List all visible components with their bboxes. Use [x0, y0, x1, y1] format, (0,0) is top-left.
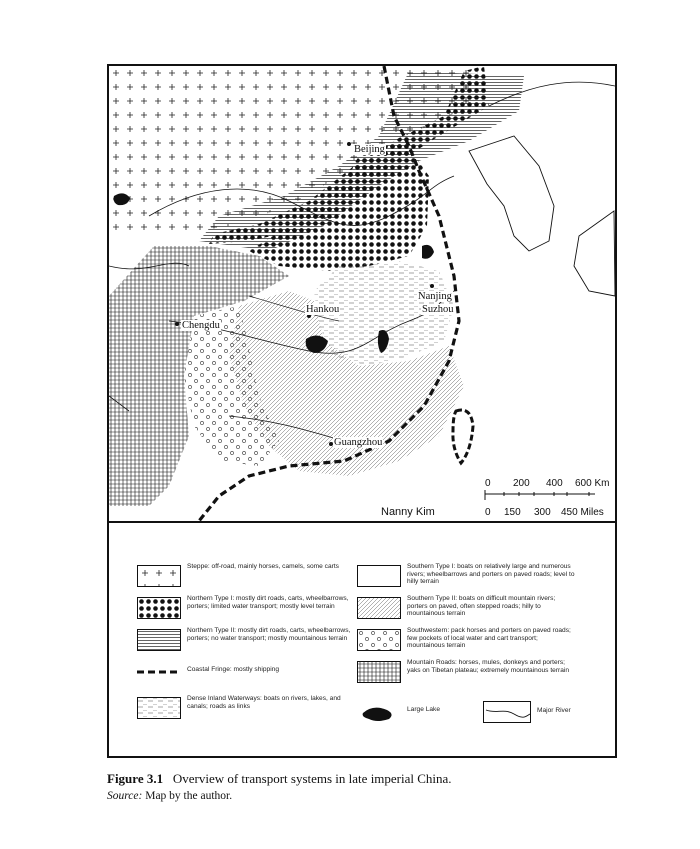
- legend-item-mountain: [357, 659, 587, 693]
- scale-mi-300: 300: [534, 507, 551, 518]
- scale-mi-0: 0: [485, 507, 491, 518]
- source-text: Map by the author.: [145, 790, 233, 802]
- legend-item-northern2: [137, 627, 367, 661]
- legend-text-northern1: Northern Type I: mostly dirt roads, carts, wheelbarrows, porters; limited water transport; mostly level terrain: [187, 595, 349, 610]
- map: [109, 66, 615, 521]
- scale-km-0: 0: [485, 478, 491, 489]
- city-label-chengdu: Chengdu: [182, 320, 220, 331]
- legend-text-mountain: Mountain Roads: horses, mules, donkeys and porters; yaks on Tibetan plateau; extremely mountainous terrain: [407, 659, 570, 674]
- northern2-swatch: [137, 629, 181, 651]
- figure-caption: [107, 771, 452, 787]
- japan-outline: [574, 211, 615, 296]
- figure-source: [107, 790, 232, 802]
- legend-text-southwestern: Southwestern: pack horses and porters on paved roads; few pockets of local water and cart transport; mountainous terrain: [407, 627, 571, 650]
- figure-frame: [107, 64, 617, 758]
- legend: [109, 523, 615, 756]
- legend-item-coastal: [137, 659, 367, 693]
- korea-outline: [469, 136, 554, 251]
- scale-km-200: 200: [513, 478, 530, 489]
- northern1-swatch: [137, 597, 181, 619]
- city-label-beijing: Beijing: [354, 144, 385, 155]
- figure-label: Figure 3.1: [107, 771, 164, 786]
- legend-item-lake: [357, 699, 467, 733]
- chengdu-marker: [175, 322, 179, 326]
- city-label-guangzhou: Guangzhou: [334, 437, 383, 448]
- coastal-swatch: [137, 661, 181, 683]
- taiwan-coast: [453, 410, 473, 463]
- lake-tai: [422, 245, 434, 259]
- source-label: Source:: [107, 790, 143, 802]
- steppe-swatch: [137, 565, 181, 587]
- legend-item-southwestern: [357, 627, 587, 661]
- scale-mi-450: 450 Miles: [561, 507, 604, 518]
- river-swatch: [483, 701, 531, 723]
- scale-km-600: 600 Km: [575, 478, 610, 489]
- city-label-nanjing: Nanjing: [418, 291, 452, 302]
- legend-item-steppe: [137, 563, 367, 597]
- km-scale-bar: [485, 490, 595, 500]
- beijing-marker: [347, 142, 351, 146]
- legend-item-northern1: [137, 595, 367, 629]
- city-label-hankou: Hankou: [306, 304, 340, 315]
- inland-swatch: [137, 697, 181, 719]
- city-label-suzhou: Suzhou: [422, 304, 454, 315]
- figure-caption-text: Overview of transport systems in late imperial China.: [172, 771, 452, 786]
- legend-item-southern1: [357, 563, 587, 597]
- southern2-swatch: [357, 597, 401, 619]
- legend-text-coastal: Coastal Fringe: mostly shipping: [187, 666, 279, 673]
- legend-text-southern2: Southern Type II: boats on difficult mountain rivers; porters on paved, often stepped roads; hilly to mountainous terrain: [407, 595, 556, 618]
- legend-item-river: [483, 699, 613, 733]
- scale-mi-150: 150: [504, 507, 521, 518]
- lake-swatch: [357, 701, 401, 723]
- mountain-swatch: [357, 661, 401, 683]
- legend-text-river: Major River: [537, 707, 571, 714]
- legend-item-southern2: [357, 595, 587, 629]
- southwestern-swatch: [357, 629, 401, 651]
- nanjing-marker: [430, 284, 434, 288]
- map-graphic: [109, 66, 615, 521]
- legend-text-steppe: Steppe: off-road, mainly horses, camels, some carts: [187, 563, 339, 570]
- legend-text-lake: Large Lake: [407, 706, 440, 713]
- legend-text-northern2: Northern Type II: mostly dirt roads, carts, wheelbarrows, porters; no water transport; mostly mountainous terrain: [187, 627, 351, 642]
- southern1-swatch: [357, 565, 401, 587]
- legend-text-southern1: Southern Type I: boats on relatively large and numerous rivers; wheelbarrows and porters on paved roads; level to hilly terrain: [407, 563, 575, 586]
- legend-text-inland: Dense Inland Waterways: boats on rivers, lakes, and canals; roads as links: [187, 695, 341, 710]
- legend-item-inland: [137, 695, 367, 729]
- scale-km-400: 400: [546, 478, 563, 489]
- map-credit: Nanny Kim: [381, 506, 435, 518]
